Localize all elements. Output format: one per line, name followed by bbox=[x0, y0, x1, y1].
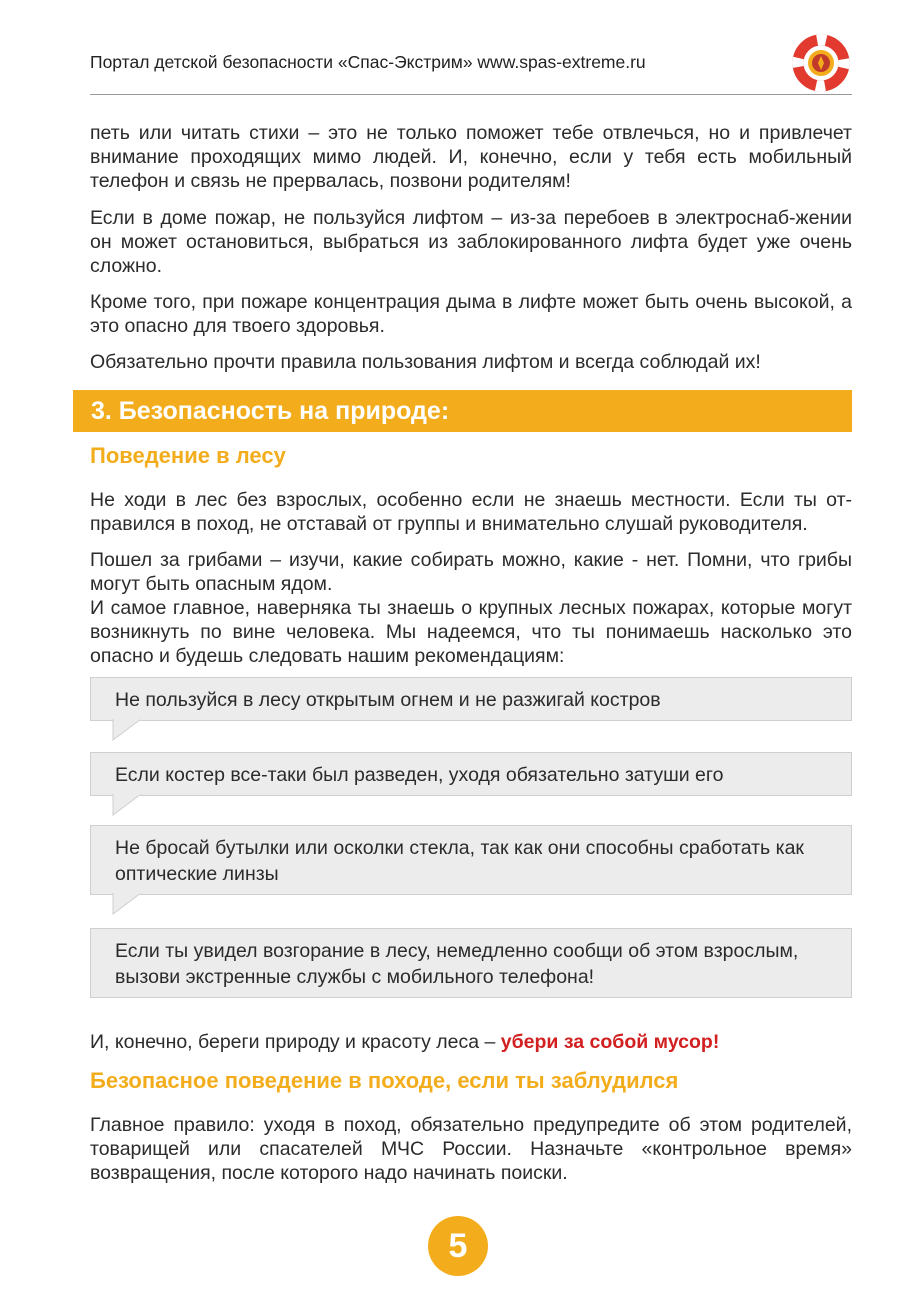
tip-box bbox=[90, 928, 852, 998]
forest-paragraph-1: Не ходи в лес без взрослых, особенно если не знаешь местности. Если ты от-правился в поход, не отставай от группы и внимательно слушай руководителя. bbox=[90, 489, 852, 535]
page-number: 5 bbox=[448, 1227, 468, 1265]
callout-tail-icon bbox=[112, 794, 142, 816]
intro-paragraph-4: Обязательно прочти правила пользования лифтом и всегда соблюдай их! bbox=[90, 351, 761, 373]
hike-heading: Безопасное поведение в походе, если ты заблудился bbox=[90, 1068, 679, 1093]
hike-paragraph-1: Главное правило: уходя в поход, обязательно предупредите об этом родителей, товарищей или спасателей МЧС России. Назначьте «контрольное время» возвращения, после которого надо начинать поиски. bbox=[90, 1114, 852, 1184]
intro-paragraph-2: Если в доме пожар, не пользуйся лифтом – из-за перебоев в электроснаб-жении он может остановиться, выбраться из заблокированного лифта будет уже очень сложно. bbox=[90, 207, 852, 277]
forest-closing bbox=[90, 1030, 852, 1054]
callout-tail-icon bbox=[112, 893, 142, 915]
tip-box bbox=[90, 677, 852, 721]
forest-paragraph-2: Пошел за грибами – изучи, какие собирать можно, какие - нет. Помни, что грибы могут быть опасным ядом. bbox=[90, 549, 852, 595]
lifebuoy-icon bbox=[792, 34, 850, 92]
tip-box bbox=[90, 825, 852, 895]
portal-header-title: Портал детской безопасности «Спас-Экстрим» www.spas-extreme.ru bbox=[90, 52, 646, 72]
tip-box bbox=[90, 752, 852, 796]
tip-text: Если ты увидел возгорание в лесу, немедленно сообщи об этом взрослым, вызови экстренные службы с мобильного телефона! bbox=[115, 940, 799, 988]
header-divider bbox=[90, 94, 852, 95]
section-title: 3. Безопасность на природе: bbox=[91, 397, 450, 425]
callout-tail-icon bbox=[112, 719, 142, 741]
tip-text: Если костер все-таки был разведен, уходя обязательно затуши его bbox=[115, 764, 724, 786]
page-number-badge bbox=[428, 1216, 488, 1276]
tip-text: Не бросай бутылки или осколки стекла, так как они способны сработать как оптические линзы bbox=[115, 837, 804, 885]
section-header-bar bbox=[73, 390, 852, 432]
intro-paragraph-1: петь или читать стихи – это не только поможет тебе отвлечься, но и привлечет внимание проходящих мимо людей. И, конечно, если у тебя есть мобильный телефон и связь не прервалась, позвони родителям! bbox=[90, 122, 852, 192]
forest-paragraph-3: И самое главное, наверняка ты знаешь о крупных лесных пожарах, которые могут возникнуть по вине человека. Мы надеемся, что ты понимаешь насколько это опасно и будешь следовать нашим рекомендациям: bbox=[90, 597, 852, 667]
forest-heading: Поведение в лесу bbox=[90, 443, 286, 468]
closing-highlight: убери за собой мусор! bbox=[500, 1031, 720, 1053]
intro-paragraph-3: Кроме того, при пожаре концентрация дыма в лифте может быть очень высокой, а это опасно для твоего здоровья. bbox=[90, 291, 852, 337]
tip-text: Не пользуйся в лесу открытым огнем и не разжигай костров bbox=[115, 689, 661, 711]
closing-text: И, конечно, береги природу и красоту леса – bbox=[90, 1031, 501, 1053]
